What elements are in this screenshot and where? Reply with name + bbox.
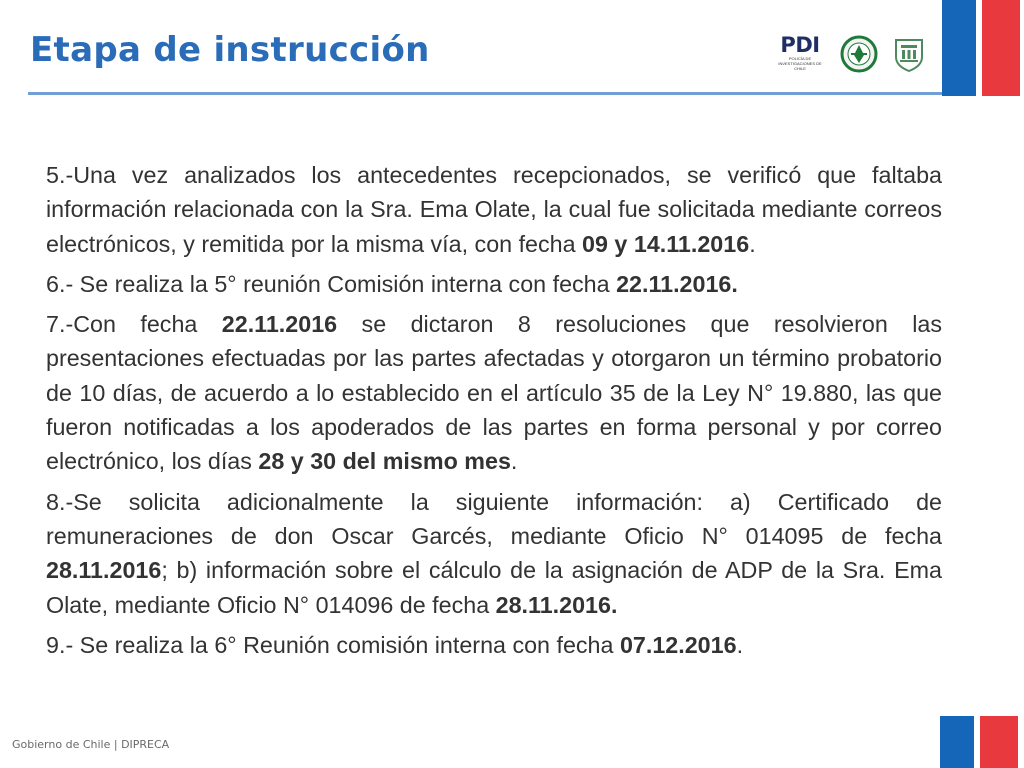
list-item [46, 628, 942, 662]
text-segment: . [510, 448, 518, 475]
text-segment: se dictaron 8 resoluciones que resolvieron las presentaciones efectuadas por las partes afectadas y otorgaron un término probatorio de 10 días, de acuerdo a lo establecido en el artículo 35 de la Ley N° 19.880, las que fueron notificadas a los apoderados de las partes en forma personal y por correo electrónico, los días [46, 311, 942, 475]
carabineros-logo [840, 35, 878, 73]
bold-text: 09 y 14.11.2016 [582, 230, 750, 257]
pdi-logo-subtitle: POLICÍA DE INVESTIGACIONES DE CHILE [778, 56, 822, 71]
list-item [46, 307, 942, 478]
flag-blue-stripe [942, 0, 976, 96]
text-segment: ; b) información sobre el cálculo de la asignación de ADP de la Sra. Ema Olate, mediante Oficio N° 014096 de fecha [46, 557, 942, 618]
flag-red-stripe [980, 716, 1018, 768]
item-number: 9 [46, 631, 59, 658]
dipreca-logo [890, 35, 928, 73]
flag-top [942, 0, 1020, 96]
text-segment: .- Se realiza la 6° Reunión comisión interna con fecha [58, 631, 620, 658]
footer-text: Gobierno de Chile | DIPRECA [12, 738, 170, 751]
flag-bottom [940, 716, 1018, 768]
item-number: 6 [46, 270, 59, 297]
text-segment: . [749, 230, 756, 257]
text-segment: .-Se solicita adicionalmente la siguiente información: a) Certificado de remuneraciones de don Oscar Garcés, mediante Oficio N° 014095 de fecha [46, 488, 942, 549]
item-number: 8 [46, 488, 59, 515]
bold-text: 07.12.2016 [619, 631, 737, 658]
flag-red-stripe [982, 0, 1020, 96]
text-segment: .- Se realiza la 5° reunión Comisión interna con fecha [58, 270, 617, 297]
item-number: 5 [46, 162, 59, 188]
body-text [46, 158, 942, 668]
list-item [46, 485, 942, 622]
text-segment: .-Una vez analizados los antecedentes recepcionados, se verificó que faltaba información relacionada con la Sra. Ema Olate, la cual fue solicitada mediante correos electrónicos, y remitida por la misma vía, con fecha [46, 162, 942, 257]
bold-text: 28.11.2016 [46, 557, 162, 584]
flag-blue-stripe [940, 716, 974, 768]
text-segment: . [736, 631, 744, 658]
title-underline [28, 92, 954, 95]
list-item [46, 158, 942, 261]
slide-title: Etapa de instrucción [30, 30, 430, 70]
bold-text: 28 y 30 del mismo mes [258, 448, 511, 475]
logos-bar [772, 34, 928, 74]
text-segment: .-Con fecha [58, 311, 222, 338]
bold-text: 22.11.2016. [616, 270, 738, 297]
pdi-logo-text: PDI [780, 33, 820, 57]
list-item [46, 267, 942, 301]
item-number: 7 [46, 311, 59, 338]
bold-text: 28.11.2016. [495, 591, 618, 618]
bold-text: 22.11.2016 [221, 311, 338, 338]
pdi-logo [772, 34, 828, 74]
